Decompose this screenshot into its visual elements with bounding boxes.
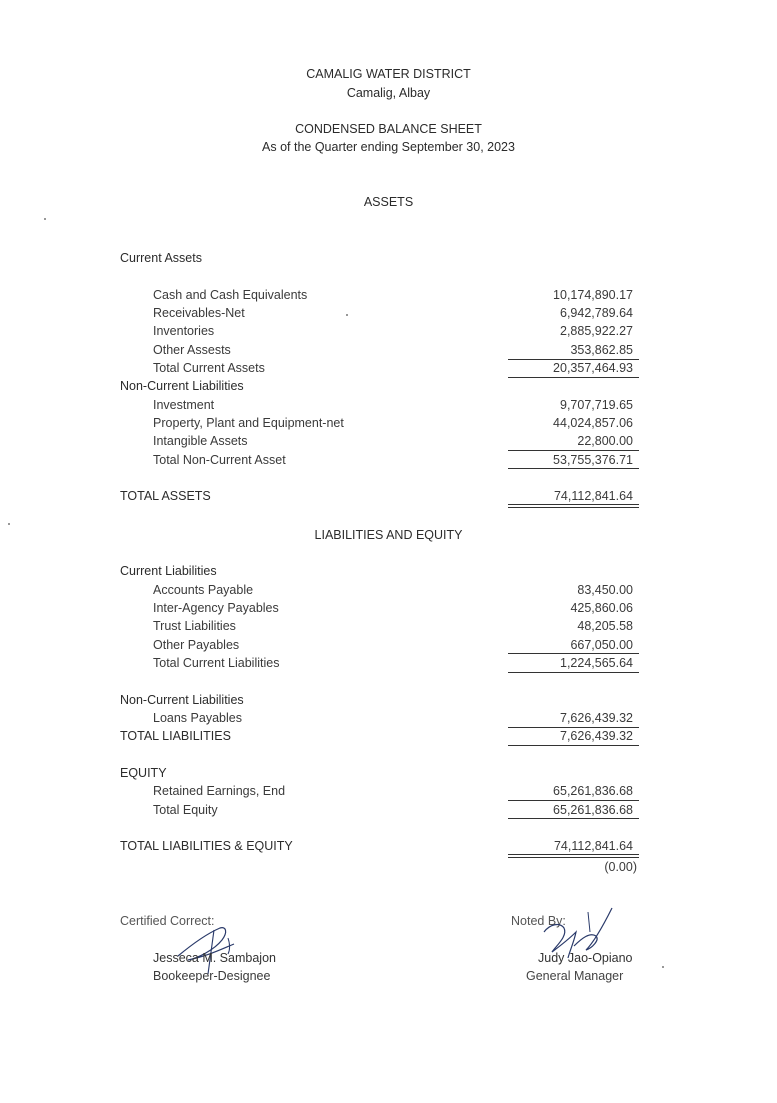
line-item-amount: 353,862.85 [570,343,633,357]
subtotal-label: Total Current Liabilities [153,656,280,670]
subtotal-amount: 20,357,464.93 [553,361,633,375]
total-assets-amount: 74,112,841.64 [553,489,633,503]
current-liabilities-label: Current Liabilities [120,564,217,578]
subtotal-rule [508,359,639,360]
line-item-label: Property, Plant and Equipment-net [153,416,344,430]
subtotal-rule [508,800,639,801]
line-item-label: Loans Payables [153,711,242,725]
line-item-label: Accounts Payable [153,583,254,597]
subtotal-rule [508,672,639,673]
total-double-rule [508,504,639,508]
subtotal-rule [508,745,639,746]
line-item-amount: 6,942,789.64 [560,306,633,320]
line-item-amount: 65,261,836.68 [553,784,633,798]
line-item-label: Inventories [153,324,215,338]
noted-caption: Noted By: [511,914,566,928]
line-item-amount: 48,205.58 [577,619,633,633]
line-item-amount: 10,174,890.17 [553,288,633,302]
org-location: Camalig, Albay [346,86,431,100]
line-item-label: Retained Earnings, End [153,784,286,798]
subtotal-rule [508,377,639,378]
line-item-amount: 7,626,439.32 [560,711,633,725]
subtotal-rule [508,818,639,819]
total-liabilities-amount: 7,626,439.32 [560,729,633,743]
subtotal-label: Total Current Assets [153,361,265,375]
line-item-amount: 44,024,857.06 [553,416,633,430]
noncurrent-liabilities-label: Non-Current Liabilities [120,693,244,707]
scan-speck [8,523,10,525]
total-equity-label: Total Equity [153,803,218,817]
total-liabilities-label: TOTAL LIABILITIES [120,729,231,743]
certified-caption: Certified Correct: [120,914,215,928]
line-item-amount: 667,050.00 [570,638,633,652]
line-item-label: Cash and Cash Equivalents [153,288,308,302]
subtotal-amount: 53,755,376.71 [553,453,633,467]
manager-title: General Manager [526,969,624,983]
bookkeeper-title: Bookeeper-Designee [153,969,271,983]
line-item-label: Other Payables [153,638,240,652]
total-equity-amount: 65,261,836.68 [553,803,633,817]
total-liabilities-equity-label: TOTAL LIABILITIES & EQUITY [120,839,293,853]
subtotal-rule [508,653,639,654]
equity-label: EQUITY [120,766,167,780]
subtotal-rule [508,450,639,451]
current-assets-label: Current Assets [120,251,202,265]
line-item-label: Intangible Assets [153,434,248,448]
org-name: CAMALIG WATER DISTRICT [306,67,471,81]
line-item-label: Trust Liabilities [153,619,236,633]
bookkeeper-name: Jesseca M. Sambajon [153,951,276,965]
subtotal-amount: 1,224,565.64 [560,656,633,670]
liabilities-equity-heading: LIABILITIES AND EQUITY [314,528,463,542]
total-double-rule [508,854,639,858]
report-period: As of the Quarter ending September 30, 2023 [262,140,515,154]
line-item-amount: 83,450.00 [577,583,633,597]
line-item-label: Other Assests [153,343,231,357]
line-item-amount: 22,800.00 [577,434,633,448]
line-item-amount: 9,707,719.65 [560,398,633,412]
manager-name: Judy Jao-Opiano [538,951,633,965]
subtotal-rule [508,468,639,469]
line-item-label: Inter-Agency Payables [153,601,279,615]
subtotal-rule [508,727,639,728]
total-assets-label: TOTAL ASSETS [120,489,211,503]
subtotal-label: Total Non-Current Asset [153,453,286,467]
line-item-label: Investment [153,398,215,412]
total-liabilities-equity-amount: 74,112,841.64 [553,839,633,853]
assets-heading: ASSETS [363,195,414,209]
difference-amount: (0.00) [604,860,637,874]
report-title: CONDENSED BALANCE SHEET [295,122,482,136]
line-item-label: Receivables-Net [153,306,245,320]
scan-speck [44,218,46,220]
scan-speck [662,966,664,968]
noncurrent-assets-label: Non-Current Liabilities [120,379,244,393]
scan-speck [346,314,348,316]
line-item-amount: 425,860.06 [570,601,633,615]
line-item-amount: 2,885,922.27 [560,324,633,338]
